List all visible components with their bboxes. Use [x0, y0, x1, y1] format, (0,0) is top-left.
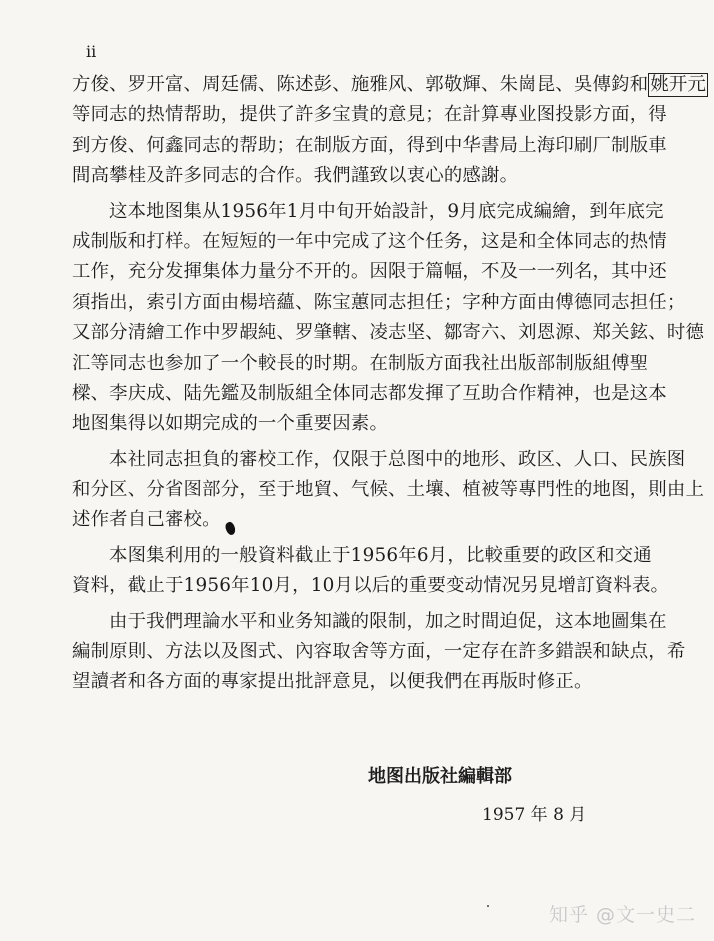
text-line: 須指出，索引方面由楊培蘊、陈宝蕙同志担任；字种方面由傅德同志担任；	[72, 291, 686, 313]
text-line: 这本地图集从1956年1月中旬开始設計，9月底完成編繪，到年底完	[109, 200, 664, 222]
text-line: 編制原則、方法以及图式、內容取舍等方面，一定存在許多錯誤和缺点，希	[72, 641, 686, 663]
text-line: 本社同志担負的審校工作，仅限于总图中的地形、政区、人口、民族图	[109, 448, 686, 470]
text-line: 工作，充分发揮集体力量分不开的。因限于篇幅，不及一一列名，其中还	[72, 261, 667, 283]
text-line	[72, 70, 707, 100]
text-line: 和分区、分省图部分，至于地貿、气候、土壤、植被等專門性的地图，則由上	[72, 479, 705, 501]
text-line: 汇等同志也参加了一个較長的时期。在制版方面我社出版部制版組傅聖	[72, 352, 649, 374]
text-line: 本图集利用的一般資料截止于1956年6月，比較重要的政区和交通	[109, 544, 652, 566]
dust-speck	[487, 905, 489, 907]
body-text	[72, 70, 707, 698]
text-line: 樑、李庆成、陆先鑑及制版組全体同志都发揮了互助合作精神，也是这本	[72, 382, 667, 404]
publication-date: 1957 年 8 月	[482, 805, 587, 825]
text-segment: 方俊、罗开富、周廷儒、陈述彭、施雅风、郭敬輝、朱崗昆、吳傳鈞和	[72, 74, 649, 95]
text-line: 地图集得以如期完成的一个重要因素。	[72, 413, 389, 435]
text-line: 資料，截止于1956年10月，10月以后的重要变动情况另見增訂資料表。	[72, 575, 670, 597]
text-line: 又部分清繪工作中罗嘏純、罗肇轄、凌志坚、鄒寄六、刘恩源、郑关鉉、时德	[72, 322, 705, 344]
text-line: 述作者自己審校。	[72, 509, 221, 531]
text-line: 由于我們理論水平和业务知識的限制，加之时間迫促，这本地圖集在	[109, 610, 667, 632]
page-number: ii	[86, 42, 97, 61]
boxed-name: 姚开元	[650, 74, 707, 95]
text-line: 間高攀桂及許多同志的合作。我們謹致以衷心的感謝。	[72, 165, 519, 187]
text-line: 成制版和打样。在短短的一年中完成了这个任务，这是和全体同志的热情	[72, 230, 667, 252]
text-line: 到方俊、何鑫同志的帮助；在制版方面，得到中华書局上海印刷厂制版車	[72, 134, 667, 156]
text-line: 望讀者和各方面的專家提出批評意見，以便我們在再版时修正。	[72, 671, 593, 693]
watermark: 知乎 @文一史二	[548, 904, 696, 926]
text-line: 等同志的热情帮助，提供了許多宝貴的意見；在計算專业图投影方面，得	[72, 104, 667, 126]
publisher-signature: 地图出版社編輯部	[368, 766, 512, 787]
